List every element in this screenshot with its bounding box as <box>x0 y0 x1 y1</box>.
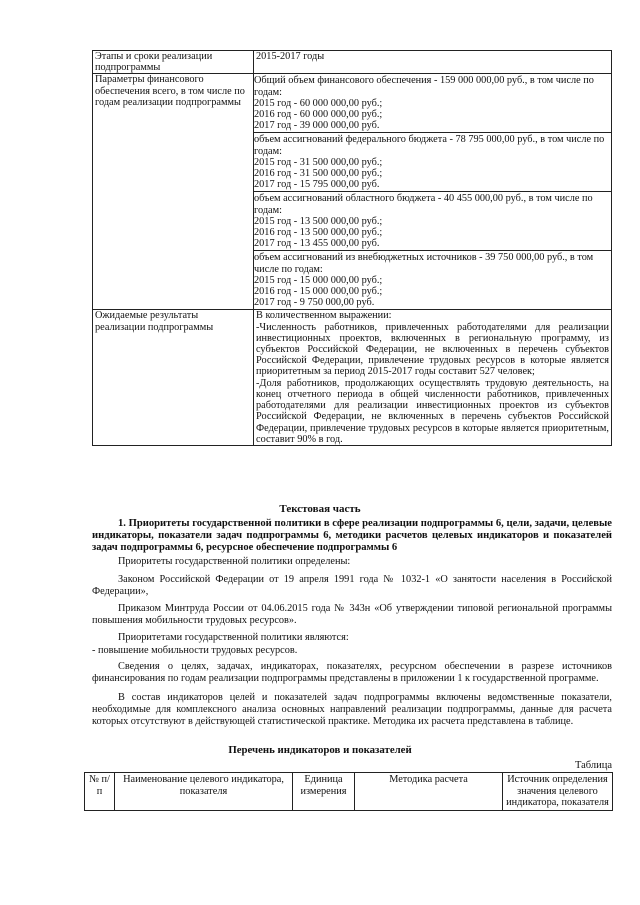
results-paragraph: В количественном выражении: <box>256 310 392 322</box>
funding-line: 2016 год - 15 000 000,00 руб.; <box>254 286 383 298</box>
paragraph: Приоритеты государственной политики определены: <box>118 556 351 567</box>
funding-line: объем ассигнований из внебюджетных источников - 39 750 000,00 руб., в том числе по годам: <box>254 252 594 275</box>
results-paragraph: -Доля работников, продолжающих осуществлять трудовую деятельность, на конец отчетного периода в общей численности работников, привлеченных работодателями для реализации инвестиционных проектов из субъектов Российской Федерации, не включенных в перечень субъектов Российской Федерации, привлечение трудовых ресурсов в которые является приоритетным, составит 90% в год. <box>256 377 609 445</box>
paragraph: Приказом Минтруда России от 04.06.2015 года № 343н «Об утверждении типовой региональной программы повышения мобильности трудовых ресурсов». <box>92 603 612 626</box>
table-row <box>93 74 612 310</box>
funding-line: объем ассигнований областного бюджета - 40 455 000,00 руб., в том числе по годам: <box>254 193 593 216</box>
paragraph: Приоритетами государственной политики являются: <box>118 632 349 643</box>
funding-block-extrabudgetary <box>254 251 611 309</box>
section-heading: 1. Приоритеты государственной политики в сфере реализации подпрограммы 6, цели, задачи, целевые индикаторы, показатели задач подпрограммы 6, методики расчетов целевых индикаторов и показателей задач подпрограммы 6, ресурсное обеспечение подпрограммы 6 <box>92 518 612 553</box>
funding-line: 2017 год - 15 795 000,00 руб. <box>254 179 380 191</box>
paragraph: Законом Российской Федерации от 19 апреля 1991 года № 1032-1 «О занятости населения в Российской Федерации», <box>92 574 612 597</box>
results-label: Ожидаемые результаты реализации подпрограммы <box>93 310 254 445</box>
section-title: Текстовая часть <box>279 503 361 515</box>
funding-line: 2015 год - 31 500 000,00 руб.; <box>254 156 383 168</box>
paragraph: В состав индикаторов целей и показателей задач подпрограммы включены ведомственные показатели, необходимые для комплексного анализа основных направлений реализации подпрограммы, данные для расчета которых отсутствуют в действующей статистической практике. Методика их расчета представлена в таблице. <box>92 692 612 727</box>
funding-line: 2015 год - 60 000 000,00 руб.; <box>254 97 383 109</box>
funding-block-regional <box>254 192 611 251</box>
indicators-table <box>84 772 613 811</box>
funding-line: Общий объем финансового обеспечения - 159 000 000,00 руб., в том числе по годам: <box>254 75 594 98</box>
stages-label: Этапы и сроки реализации подпрограммы <box>93 51 254 74</box>
funding-block-federal <box>254 133 611 192</box>
funding-line: 2017 год - 9 750 000,00 руб. <box>254 297 375 309</box>
paragraph: - повышение мобильности трудовых ресурсов. <box>92 645 298 656</box>
funding-line: 2017 год - 39 000 000,00 руб. <box>254 120 380 132</box>
table-row <box>93 310 612 445</box>
passport-table <box>92 50 612 446</box>
table-row <box>93 51 612 74</box>
stages-value: 2015-2017 годы <box>254 51 612 74</box>
results-paragraph: -Численность работников, привлеченных работодателями для реализации инвестиционных проектов, включенных в региональную программу, из субъектов Российской Федерации, не включенных в перечень субъектов Российской Федерации, привлечение трудовых ресурсов в которые является приоритетным за период 2015-2017 годы составит 527 человек; <box>256 321 609 378</box>
column-header: Наименование целевого индикатора, показателя <box>115 773 293 811</box>
funding-cell <box>254 74 612 310</box>
table-caption: Таблица <box>574 760 612 771</box>
column-header: Единица измерения <box>293 773 355 811</box>
column-header: Источник определения значения целевого индикатора, показателя <box>503 773 613 811</box>
funding-line: 2015 год - 15 000 000,00 руб.; <box>254 274 383 286</box>
funding-line: 2016 год - 31 500 000,00 руб.; <box>254 168 383 180</box>
funding-line: 2017 год - 13 455 000,00 руб. <box>254 238 380 250</box>
column-header: Методика расчета <box>355 773 503 811</box>
funding-line: объем ассигнований федерального бюджета - 78 795 000,00 руб., в том числе по годам: <box>254 134 605 157</box>
table-header-row <box>85 773 613 811</box>
paragraph: Сведения о целях, задачах, индикаторах, показателях, ресурсном обеспечении в разрезе источников финансирования по годам реализации подпрограммы представлены в приложении 1 к государственной программе. <box>92 661 612 684</box>
column-header: № п/п <box>85 773 115 811</box>
funding-block-total <box>254 74 611 133</box>
funding-line: 2016 год - 13 500 000,00 руб.; <box>254 227 383 239</box>
funding-line: 2016 год - 60 000 000,00 руб.; <box>254 109 383 121</box>
funding-label: Параметры финансового обеспечения всего, в том числе по годам реализации подпрограммы <box>93 74 254 310</box>
indicators-title: Перечень индикаторов и показателей <box>228 744 412 756</box>
funding-line: 2015 год - 13 500 000,00 руб.; <box>254 215 383 227</box>
results-cell <box>254 310 612 445</box>
